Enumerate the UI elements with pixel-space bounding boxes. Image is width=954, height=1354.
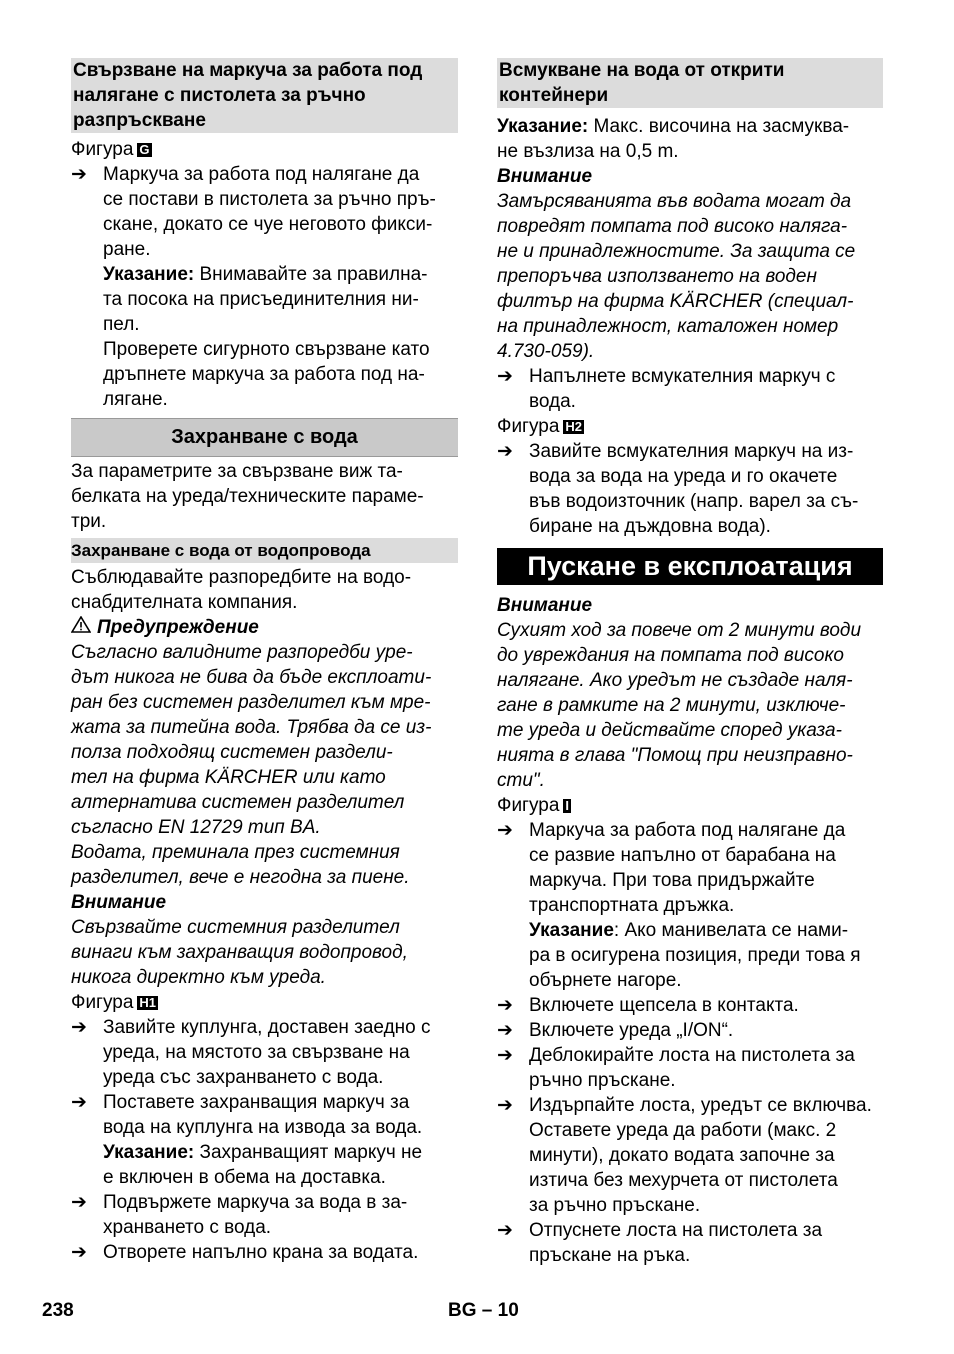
page-number: 238 bbox=[42, 1300, 74, 1321]
subheading-mains-supply: Захранване с вода от водопровода bbox=[71, 538, 458, 563]
arrow-right-icon: ➔ bbox=[497, 366, 513, 387]
left-column bbox=[71, 58, 458, 1265]
arrow-right-icon: ➔ bbox=[71, 1242, 87, 1263]
arrow-right-icon: ➔ bbox=[497, 820, 513, 841]
list-item: ➔ Подвържете маркуча за вода в за- хранването с вода. bbox=[71, 1192, 408, 1238]
attention-text: Свързвайте системния разделител винаги към захранващия водопровод, никога директно към уреда. bbox=[71, 917, 408, 988]
attention-title: Внимание bbox=[497, 595, 593, 616]
attention-text: Сухият ход за повече от 2 минути води до увреждания на помпата под високо налягане. Ако уредът не създаде наля- гане в рамките на 2 минути, изключе- те уреда и действайте според указа- нията в глава "Помощ при неизправно- сти". bbox=[497, 620, 862, 791]
note: Указание: Ако манивелата се нами- bbox=[529, 920, 849, 941]
list-item: ➔ Завийте всмукателния маркуч на из- вода за вода на уреда и го окачете във водоизточник (напр. варел за съ- биране на дъждовна вода). bbox=[497, 441, 859, 537]
attention-title: Внимание bbox=[497, 166, 593, 187]
list-item: ➔ Напълнете всмукателния маркуч с вода. bbox=[497, 366, 836, 412]
arrow-right-icon: ➔ bbox=[71, 1017, 87, 1038]
section-page-label: BG – 10 bbox=[448, 1300, 519, 1321]
figure-ref-h1: Фигура H1 bbox=[71, 992, 157, 1013]
chapter-heading-start-up: Пускане в експлоатация bbox=[497, 548, 883, 585]
figure-label-box: I bbox=[565, 798, 570, 813]
arrow-right-icon: ➔ bbox=[497, 441, 513, 462]
list-item: ➔ Поставете захранващия маркуч за вода на куплунга на извода за вода. Указание: Захранващият маркуч не е включен в обема на доставка. bbox=[71, 1090, 458, 1190]
figure-label-box: H2 bbox=[565, 419, 583, 434]
arrow-right-icon: ➔ bbox=[497, 1220, 513, 1241]
list-item: ➔ Деблокирайте лоста на пистолета за ръчно пръскане. bbox=[497, 1045, 855, 1091]
list-item: ➔ Маркуча за работа под налягане да се постави в пистолета за ръчно пръ- скане, докато се чуе неговото фикси- ране. Указание: Внимавайте за правилна- та посока на присъединителния ни- пел. Проверете сигурното свързване като дръпнете маркуча за работа под на- лягане. bbox=[71, 162, 458, 412]
arrow-right-icon: ➔ bbox=[497, 995, 513, 1016]
right-column: Всмукване на вода от открити контейнери Указание: Макс. височина на засмуква- не възлиза на 0,5 m. Внимание Замърсяванията във водата могат да повредят помпата под високо наляга- не и принадлежностите. За защита се препоръчва използването на воден филтър на фирма KÄRCHER (специал- на принадлежност, каталожен номер 4.730-059). ➔ Напълнете всмукателния маркуч с вода. Фигура H2 ➔ Завийте всмукателния маркуч на из- вода за вода на уреда и го окачете във водоизточник (напр. варел за съ- биране на дъждовна вода). Пускане в експлоатация Внимание Сухият ход за повече от 2 минути води до увреждания на помпата под високо налягане. Ако уредът не създаде наля- гане в рамките на 2 минути, изключе- те уреда и действайте според указа- нията в глава "Помощ при неизправно- сти". Фигура I ➔ Маркуча за работа под налягане да се развие напълно от барабана на маркуча. При това придържайте транспортната дръжка. Указание: Ако манивелата се нами- ра в осигурена позиция, преди това я обърнете нагоре. ➔ Включете щепсела в контакта. ➔ Включете уреда „I/ON“. ➔ Деблокирайте лоста на пистолета за ръчно пръскане. ➔ Издърпайте лоста, уредът се включва. Оставете уреда да работи (макс. 2 минути), докато водата започне за изтича без мехурчета от пистолета за ръчно пръскане. ➔ Отпуснете лоста на пистолета за пръскане на ръка. bbox=[497, 58, 883, 1268]
figure-ref-i: Фигура I bbox=[497, 795, 570, 816]
paragraph-params: За параметрите за свързване виж та- белката на уреда/техническите параме- три. bbox=[71, 461, 424, 532]
figure-ref-h2: Фигура H2 bbox=[497, 416, 583, 437]
warning-text: Съгласно валидните разпоредби уре- дът никога не бива да бъде експлоати- ран без системен разделител към мре- жата за питейна вода. Трябва да се из- полза подходящ системен раздели- тел на фирма KÄRCHER или като алтернатива системен разделител съгласно EN 12729 тип BA. Водата, преминала през системния разделител, вече е негодна за пиене. bbox=[71, 642, 432, 888]
list-item: ➔ Издърпайте лоста, уредът се включва. Оставете уреда да работи (макс. 2 минути), докато водата започне за изтича без мехурчета от пистолета за ръчно пръскане. bbox=[497, 1095, 872, 1216]
arrow-right-icon: ➔ bbox=[71, 1092, 87, 1113]
note: Указание: Макс. височина на засмуква- bbox=[497, 116, 850, 137]
section-heading-hose-connection: Свързване на маркуча за работа под налягане с пистолета за ръчно разпръскване bbox=[71, 58, 458, 133]
arrow-right-icon: ➔ bbox=[497, 1020, 513, 1041]
section-heading-open-container: Всмукване на вода от открити контейнери bbox=[497, 58, 883, 108]
note: Указание: Захранващият маркуч не bbox=[103, 1142, 423, 1163]
list-item: ➔ Отворете напълно крана за водата. bbox=[71, 1242, 419, 1263]
paragraph-supply: Съблюдавайте разпоредбите на водо- снабдителната компания. bbox=[71, 567, 412, 613]
figure-ref-g: Фигура G bbox=[71, 139, 150, 160]
arrow-right-icon: ➔ bbox=[71, 1192, 87, 1213]
figure-label-box: G bbox=[139, 142, 150, 157]
list-item: ➔ Маркуча за работа под налягане да се развие напълно от барабана на маркуча. При това придържайте транспортната дръжка. Указание: Ако манивелата се нами- ра в осигурена позиция, преди това я обърнете нагоре. bbox=[497, 818, 883, 993]
list-item: ➔ Включете щепсела в контакта. bbox=[497, 995, 799, 1016]
list-item: ➔ Отпуснете лоста на пистолета за пръскане на ръка. bbox=[497, 1220, 823, 1266]
arrow-right-icon: ➔ bbox=[497, 1095, 513, 1116]
note: Указание: Внимавайте за правилна- bbox=[103, 264, 428, 285]
attention-text: Замърсяванията във водата могат да повредят помпата под високо наляга- не и принадлежностите. За защита се препоръчва използването на воден филтър на фирма KÄRCHER (специал- на принадлежност, каталожен номер 4.730-059). bbox=[497, 191, 856, 362]
arrow-right-icon: ➔ bbox=[497, 1045, 513, 1066]
section-heading-water-supply: Захранване с вода bbox=[71, 418, 458, 457]
warning-title: Предупреждение bbox=[71, 615, 458, 640]
arrow-right-icon: ➔ bbox=[71, 164, 87, 185]
figure-label-box: H1 bbox=[139, 995, 157, 1010]
warning-triangle-icon bbox=[71, 615, 91, 640]
list-item: ➔ Включете уреда „I/ON“. bbox=[497, 1020, 734, 1041]
attention-title: Внимание bbox=[71, 892, 167, 913]
list-item: ➔ Завийте куплунга, доставен заедно с уреда, на мястото за свързване на уреда със захранването с вода. bbox=[71, 1017, 431, 1088]
